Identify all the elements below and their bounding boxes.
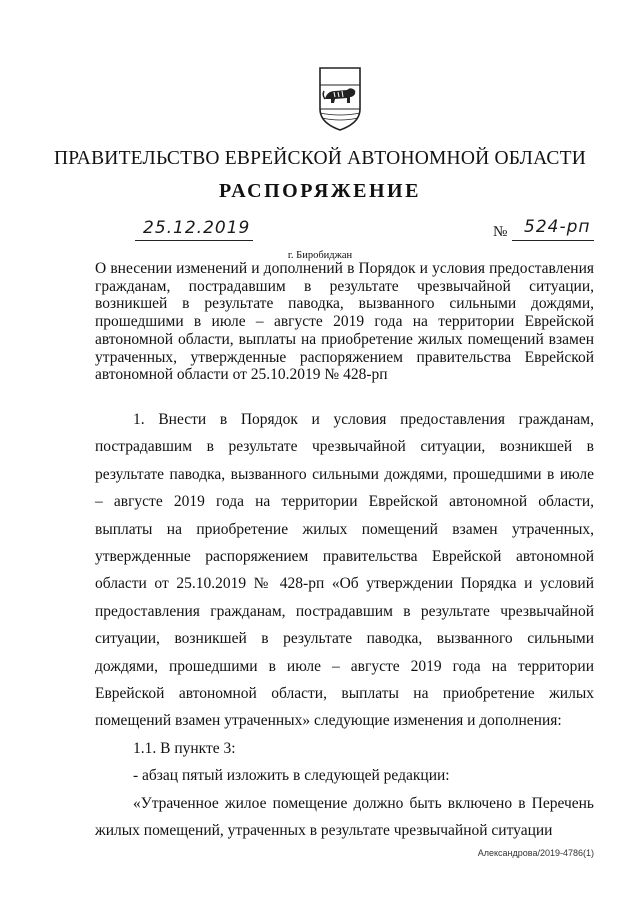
document-type: РАСПОРЯЖЕНИЕ [219,180,421,202]
executor-reference: Александрова/2019-4786(1) [477,848,594,858]
body-paragraph: «Утраченное жилое помещение должно быть включено в Перечень жилых помещений, утраченных в результате чрезвычайной ситуации [95,794,594,840]
body-paragraph: - абзац пятый изложить в следующей редакции: [133,767,450,785]
coat-of-arms-icon [317,65,363,133]
number-label: № [493,224,508,240]
body-paragraph: 1.1. В пункте 3: [133,739,236,757]
body-paragraph: 1. Внести в Порядок и условия предоставления гражданам, пострадавшим в результате чрезвычайной ситуации, возникшей в результате паводка, вызванного сильными дождями, прошедшими в июле – августе 2019 года на территории Еврейской автономной области, выплаты на приобретение жилых помещений взамен утраченных, утвержденные распоряжением правительства Еврейской автономной области от 25.10.2019 № 428-рп «Об утверждении Порядка и условий предоставления гражданам, пострадавшим в результате чрезвычайной ситуации, возникшей в результате паводка, вызванного сильными дождями, прошедшими в июле – августе 2019 года на территории Еврейской автономной области, выплаты на приобретение жилых помещений взамен утраченных» следующие изменения и дополнения: [95,411,594,730]
document-body [95,406,594,845]
document-number: 524-рп [524,217,591,237]
document-date: 25.12.2019 [143,218,251,238]
city-label: г. Биробиджан [287,250,353,261]
date-field [135,218,253,241]
organization-title: ПРАВИТЕЛЬСТВО ЕВРЕЙСКОЙ АВТОНОМНОЙ ОБЛАСТИ [53,148,587,169]
document-subject: О внесении изменений и дополнений в Порядок и условия предоставления гражданам, пострадавшим в результате чрезвычайной ситуации, возникшей в результате паводка, вызванного сильными дождями, прошедшими в июле – августе 2019 года на территории Еврейской автономной области, выплаты на приобретение жилых помещений взамен утраченных, утвержденные распоряжением правительства Еврейской автономной области от 25.10.2019 № 428-рп [95,260,594,384]
number-field [512,218,594,241]
